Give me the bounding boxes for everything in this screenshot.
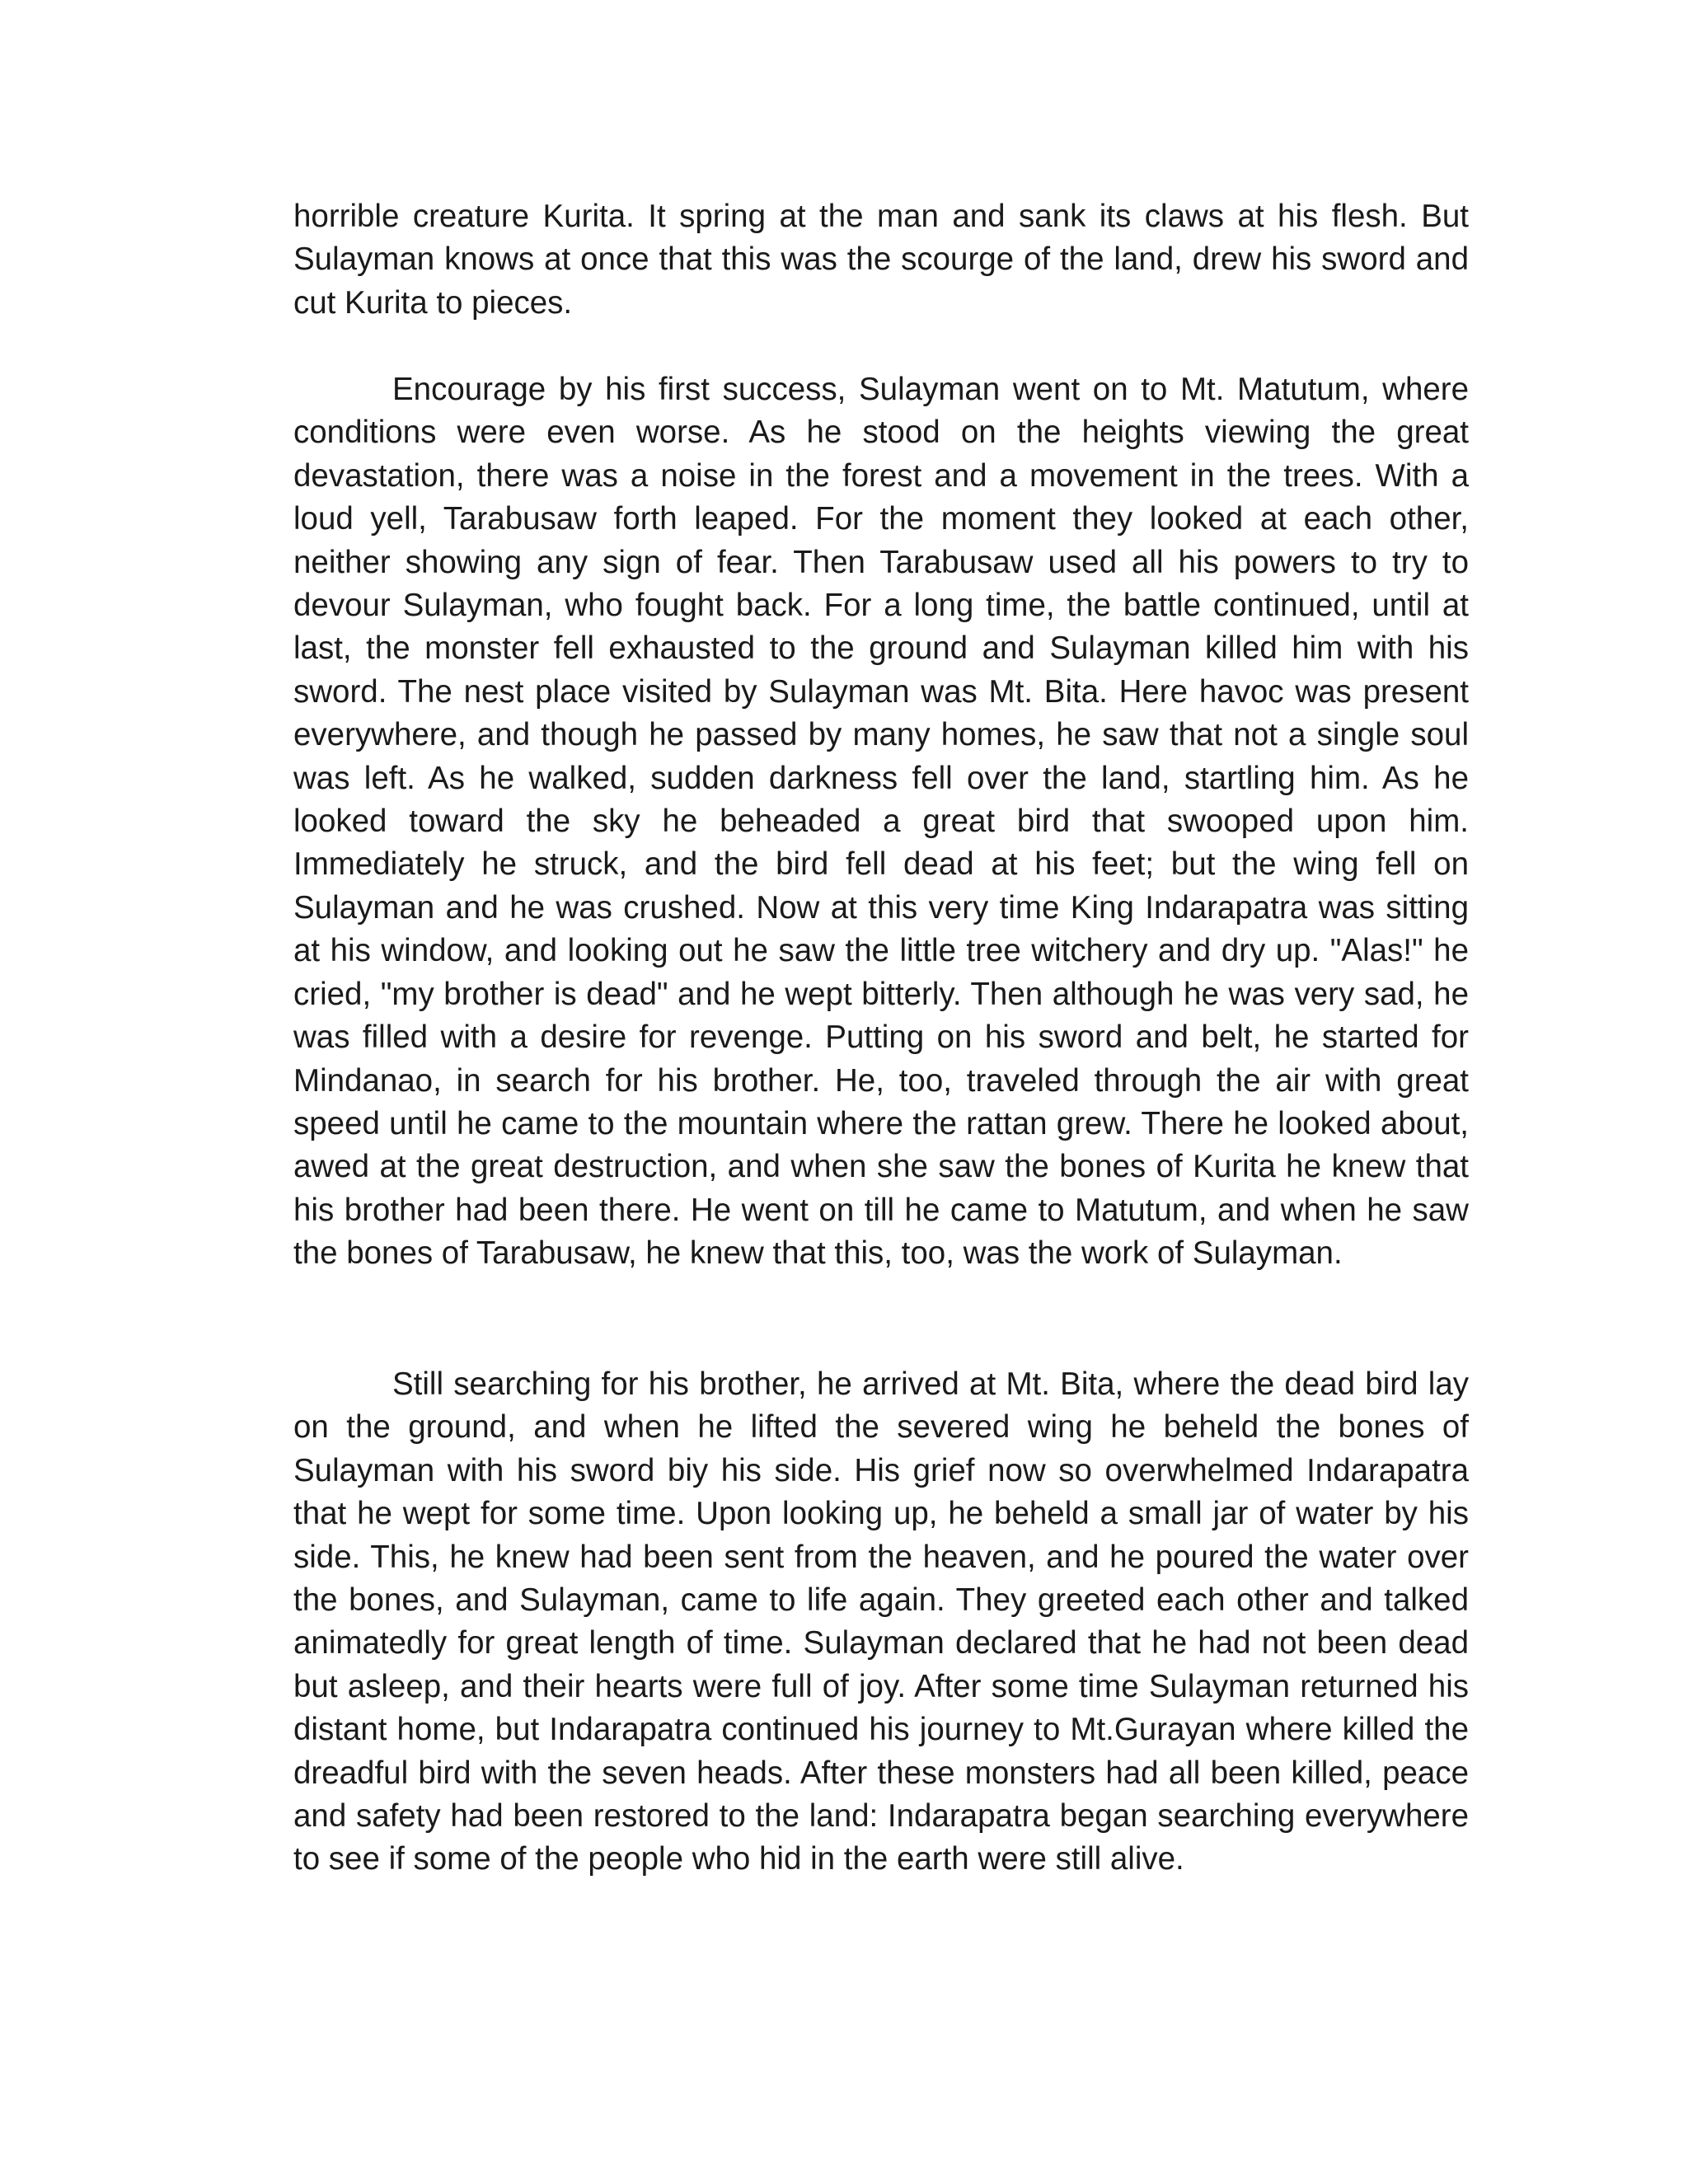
- paragraph-text: horrible creature Kurita. It spring at the man and sank its claws at his flesh. But Sulayman knows at once that this was the scourge of the land, drew his sword and cut Kurita to pieces.: [293, 199, 1469, 321]
- paragraph-matutum-bita: [293, 368, 1469, 1276]
- paragraph-text: Still searching for his brother, he arrived at Mt. Bita, where the dead bird lay on the ground, and when he lifted the severed wing he beheld the bones of Sulayman with his sword biy his side. His grief now so overwhelmed Indarapatra that he wept for some time. Upon looking up, he beheld a small jar of water by his side. This, he knew had been sent from the heaven, and he poured the water over the bones, and Sulayman, came to life again. They greeted each other and talked animatedly for great length of time. Sulayman declared that he had not been dead but asleep, and their hearts were full of joy. After some time Sulayman returned his distant home, but Indarapatra continued his journey to Mt.Gurayan where killed the dreadful bird with the seven heads. After these monsters had all been killed, peace and safety had been restored to the land: Indarapatra began searching everywhere to see if some of the people who hid in the earth were still alive.: [293, 1366, 1469, 1877]
- paragraph-kurita-ending: [293, 195, 1469, 325]
- paragraph-resurrection: [293, 1363, 1469, 1882]
- paragraph-text: Encourage by his first success, Sulayman went on to Mt. Matutum, where conditions were even worse. As he stood on the heights viewing the great devastation, there was a noise in the forest and a movement in the trees. With a loud yell, Tarabusaw forth leaped. For the moment they looked at each other, neither showing any sign of fear. Then Tarabusaw used all his powers to try to devour Sulayman, who fought back. For a long time, the battle continued, until at last, the monster fell exhausted to the ground and Sulayman killed him with his sword. The nest place visited by Sulayman was Mt. Bita. Here havoc was present everywhere, and though he passed by many homes, he saw that not a single soul was left. As he walked, sudden darkness fell over the land, startling him. As he looked toward the sky he beheaded a great bird that swooped upon him. Immediately he struck, and the bird fell dead at his feet; but the wing fell on Sulayman and he was crushed. Now at this very time King Indarapatra was sitting at his window, and looking out he saw the little tree witchery and dry up. "Alas!" he cried, "my brother is dead" and he wept bitterly. Then although he was very sad, he was filled with a desire for revenge. Putting on his sword and belt, he started for Mindanao, in search for his brother. He, too, traveled through the air with great speed until he came to the mountain where the rattan grew. There he looked about, awed at the great destruction, and when she saw the bones of Kurita he knew that his brother had been there. He went on till he came to Matutum, and when he saw the bones of Tarabusaw, he knew that this, too, was the work of Sulayman.: [293, 372, 1469, 1272]
